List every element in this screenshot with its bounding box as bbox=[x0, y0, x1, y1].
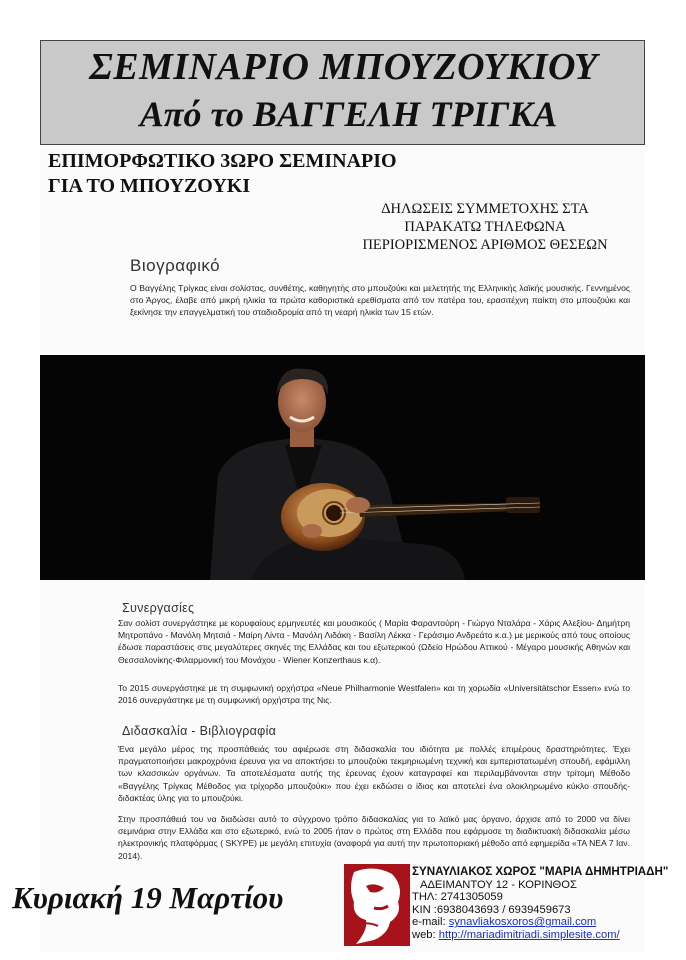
face-silhouette-icon bbox=[344, 864, 410, 946]
seminar-description-line2: ΓΙΑ ΤΟ ΜΠΟΥΖΟΥΚΙ bbox=[48, 175, 251, 197]
registration-note-line1: ΔΗΛΩΣΕΙΣ ΣΥΜΜΕΤΟΧΗΣ ΣΤΑ bbox=[381, 201, 589, 217]
email-label: e-mail: bbox=[412, 916, 449, 929]
collaborations-text: Σαν σολίστ συνεργάστηκε με κορυφαίους ερμηνευτές και μουσικούς ( Μαρία Φαραντούρη - Γιώργο Νταλάρα - Χάρις Αλεξίου- Δημήτρη Μητροπάνο - Μανόλη Μητσιά - Μαίρη Λίντα - Μανόλη Λιδάκη - Βασίλη Λέκκα - Γεράσιμο Ανδρεάτο κ.α.) με μερικούς από τους οποίους έδωσε παραστάσεις στις μεγαλύτερες σκηνές της Ελλάδας και του εξωτερικού (Ωδείο Ηρώδου Αττικού - Μέγαρο μουσικής Αθηνών και Θεσσαλονίκης-Φιλαρμονική του Μονάχου - Wiener Konzerthaus κ.α). bbox=[118, 618, 630, 665]
venue-info bbox=[412, 866, 682, 942]
bio-text: Ο Βαγγέλης Τρίγκας είναι σολίστας, συνθέτης, καθηγητής στο μπουζούκι και μελετητής της Ελληνικής λαϊκής μουσικής. Γεννημένος στο Άργος, έλαβε από μικρή ηλικία τα πρώτα καθοριστικά ερεθίσματα από τον πατέρα του, ερασιτέχνη παίκτη στο μπουζούκι και ξεκίνησε την επαγγελματική του σταδιοδρομία από τη νεαρή ηλικία των 15 ετών. bbox=[130, 283, 630, 318]
poster-title: ΣΕΜΙΝΑΡΙΟ ΜΠΟΥΖΟΥΚΙΟΥ bbox=[89, 46, 598, 88]
registration-note-line3: ΠΕΡΙΟΡΙΣΜΕΝΟΣ ΑΡΙΘΜΟΣ ΘΕΣΕΩΝ bbox=[362, 237, 608, 253]
collaborations-text-2015: Το 2015 συνεργάστηκε με τη συμφωνική ορχήστρα «Neue Philharmonie Westfalen» και τη χορωδία «Universitätschor Essen» ενώ το 2016 συνεργάστηκε με τη συμφωνική ορχήστρα της Νις. bbox=[118, 683, 630, 706]
event-date: Κυριακή 19 Μαρτίου bbox=[12, 880, 284, 915]
musician-photo bbox=[40, 355, 645, 580]
collaborations-heading: Συνεργασίες bbox=[122, 601, 195, 615]
venue-web-row bbox=[412, 929, 682, 942]
teaching-text: Ένα μεγάλο μέρος της προσπάθειάς του αφιέρωσε στη διδασκαλία του ιδιότητα με πολλές επιμέρους δραστηριότητες. Έχει πραγματοποιήσει μακροχρόνια έρευνα για να αποκτήσει το μπουζούκι τεκμηριωμένη τεχνική και εμπεριστατωμένη σπουδή, εφάμιλλη των κλασσικών οργάνων. Τα αποτελέσματα αυτής της έρευνας έχουν καταγραφεί και περιλαμβάνονται στην τρίτομη Μέθοδο «Βαγγέλης Τρίγκας Μέθοδος για τρίχορδο μπουζούκι» που έχει εκδώσει ο ίδιος και αποτελεί ένα ολοκληρωμένο κύκλο σπουδής-διδακτέας ύλης για το μπουζούκι. bbox=[118, 744, 630, 803]
title-box bbox=[40, 40, 645, 145]
venue-mobile: ΚΙΝ :6938043693 / 6939459673 bbox=[412, 903, 571, 916]
musician-with-bouzouki-illustration bbox=[40, 355, 645, 580]
venue-phone: ΤΗΛ: 2741305059 bbox=[412, 891, 503, 904]
venue-logo bbox=[344, 864, 410, 946]
venue-name: ΣΥΝΑΥΛΙΑΚΟΣ ΧΩΡΟΣ "ΜΑΡΙΑ ΔΗΜΗΤΡΙΑΔΗ" bbox=[412, 865, 669, 878]
web-label: web: bbox=[412, 928, 439, 941]
registration-note-line2: ΠΑΡΑΚΑΤΩ ΤΗΛΕΦΩΝΑ bbox=[404, 219, 566, 235]
teaching-text-seminars: Στην προσπάθειά του να διαδώσει αυτό το σύγχρονο τρόπο διδασκαλίας για το λαϊκό μας όργανο, άρχισε από το 2000 να δίνει σεμινάρια στην Ελλάδα και στο εξωτερικό, ενώ το 2005 ήταν ο πρώτος στη Ελλάδα που εφάρμοσε τη διαδικτυακή διδασκαλία μέσω ηλεκτρονικής πλατφόρμας ( SKYPE) με μεγάλη επιτυχία (αναφορά για αυτή την πρωτοποριακή μέθοδο από εφημερίδα «ΤΑ ΝΕΑ 7 Ιαν. 2014). bbox=[118, 814, 630, 861]
seminar-description-line1: ΕΠΙΜΟΡΦΩΤΙΚΟ 3ΩΡΟ ΣΕΜΙΝΑΡΙΟ bbox=[48, 150, 397, 172]
website-link[interactable]: http://mariadimitriadi.simplesite.com/ bbox=[438, 928, 620, 941]
poster-subtitle-instructor: Από το ΒΑΓΓΕΛΗ ΤΡΙΓΚΑ bbox=[139, 94, 558, 134]
email-link[interactable]: synavliakosxoros@gmail.com bbox=[448, 916, 597, 929]
venue-email-row bbox=[412, 916, 682, 929]
bio-heading: Βιογραφικό bbox=[130, 256, 221, 275]
teaching-heading: Διδασκαλία - Βιβλιογραφία bbox=[122, 724, 277, 738]
venue-address: ΑΔΕΙΜΑΝΤΟΥ 12 - ΚΟΡΙΝΘΟΣ bbox=[420, 878, 577, 891]
